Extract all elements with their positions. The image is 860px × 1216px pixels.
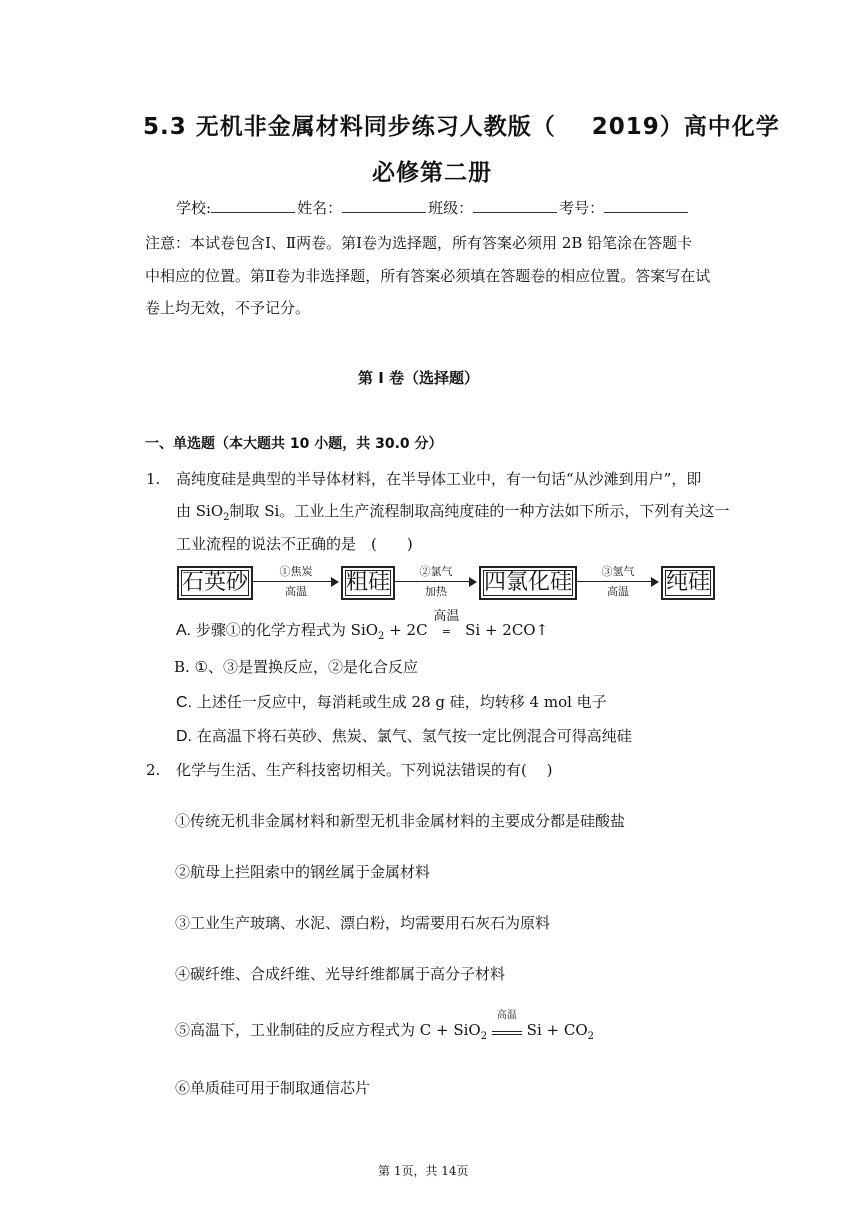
q2-item-2: ②航母上拦阻索中的钢丝属于金属材料 (175, 863, 431, 881)
reaction-condition (432, 609, 460, 642)
reaction-condition (492, 1010, 522, 1035)
item5-text-b: Si + CO (526, 1021, 588, 1039)
option-c-label: C. (176, 694, 192, 711)
school-label: 学校: (176, 199, 212, 217)
q1-line2-part-a: 由 SiO (176, 502, 224, 520)
q1-stem-line1: 高纯度硅是典型的半导体材料，在半导体工业中，有一句话“从沙滩到用户”，即 (176, 470, 702, 488)
document-title-line2: 必修第二册 (372, 160, 492, 186)
part-heading: 一、单选题（本大题共 10 小题，共 30.0 分） (145, 436, 443, 452)
option-a-sub: 2 (378, 631, 385, 642)
q1-line2-sub: 2 (223, 512, 230, 523)
q2-item-5 (175, 1010, 594, 1047)
flow-box-crude-silicon: 粗硅 (341, 566, 395, 600)
class-label: 班级： (428, 199, 474, 217)
q1-option-c[interactable] (176, 692, 607, 713)
item5-sub-1: 2 (480, 1031, 488, 1042)
name-label: 姓名： (297, 199, 343, 217)
q2-stem: 化学与生活、生产科技密切相关。下列说法错误的有( ) (176, 761, 553, 779)
flow-arrow-2 (395, 565, 477, 599)
flow-arrow-2-top: ②氯气 (419, 565, 453, 578)
flow-arrow-1 (253, 565, 339, 599)
section-title: 第 I 卷（选择题） (358, 369, 480, 387)
q2-item-4: ④碳纤维、合成纤维、光导纤维都属于高分子材料 (175, 965, 506, 983)
flow-box-quartz-sand: 石英砂 (177, 566, 253, 600)
flow-arrow-3-bottom: 高温 (607, 585, 629, 598)
option-a-label: A. (176, 622, 192, 639)
option-d-text: 在高温下将石英砂、焦炭、氯气、氢气按一定比例混合可得高纯硅 (196, 727, 632, 745)
option-a-text-b: + 2C (384, 621, 428, 639)
q2-item-3: ③工业生产玻璃、水泥、漂白粉，均需要用石灰石为原料 (175, 914, 551, 932)
q1-option-b[interactable]: B. ①、③是置换反应，②是化合反应 (174, 658, 419, 676)
flow-arrow-3 (577, 565, 659, 599)
flow-arrow-1-bottom: 高温 (285, 585, 307, 598)
arrow-shaft (577, 581, 653, 582)
notice-line-3: 卷上均无效，不予记分。 (145, 299, 311, 317)
student-info-line (176, 198, 690, 218)
q1-stem-line2 (176, 501, 729, 528)
option-a-text-a: 步骤①的化学方程式为 SiO (195, 621, 379, 639)
option-a-text-c: Si + 2CO↑ (465, 621, 549, 639)
exam-no-blank[interactable] (604, 198, 688, 213)
double-line-equals (492, 1031, 522, 1035)
title-part-b: 2019）高中化学 (591, 114, 780, 140)
page-footer: 第 1页，共 14页 (378, 1164, 469, 1178)
flow-arrow-3-top: ③氢气 (601, 565, 635, 578)
condition-text: 高温 (496, 1010, 517, 1021)
q1-option-d[interactable] (176, 726, 632, 747)
flow-box-silicon-tetrachloride: 四氯化硅 (479, 566, 577, 600)
equals-sign: = (441, 625, 451, 638)
option-c-text: 上述任一反应中，每消耗或生成 28 g 硅，均转移 4 mol 电子 (196, 693, 607, 711)
q2-item-6: ⑥单质硅可用于制取通信芯片 (175, 1079, 371, 1097)
notice-line-1: 注意：本试卷包含Ⅰ、Ⅱ两卷。第Ⅰ卷为选择题，所有答案必须用 2B 铅笔涂在答题卡 (145, 234, 693, 252)
flow-box-pure-silicon: 纯硅 (661, 566, 715, 600)
exam-no-label: 考号： (559, 199, 605, 217)
flow-arrow-2-bottom: 加热 (425, 585, 447, 598)
q2-item-1: ①传统无机非金属材料和新型无机非金属材料的主要成分都是硅酸盐 (175, 812, 626, 830)
name-blank[interactable] (342, 198, 426, 213)
q2-number: 2. (146, 761, 161, 779)
q1-line2-part-b: 制取 Si。工业上生产流程制取高纯度硅的一种方法如下所示，下列有关这一 (229, 502, 730, 520)
class-blank[interactable] (473, 198, 557, 213)
arrow-shaft (395, 581, 471, 582)
q1-option-a[interactable] (176, 609, 549, 647)
q1-number: 1. (146, 470, 161, 488)
notice-line-2: 中相应的位置。第Ⅱ卷为非选择题，所有答案必须填在答题卷的相应位置。答案写在试 (145, 267, 711, 285)
flow-arrow-1-top: ①焦炭 (279, 565, 313, 578)
item5-text-a: ⑤高温下，工业制硅的反应方程式为 C + SiO (175, 1021, 481, 1039)
q1-stem-line3: 工业流程的说法不正确的是 ( ) (176, 535, 413, 553)
option-d-label: D. (176, 728, 192, 745)
document-title-line1 (143, 108, 780, 141)
item5-sub-2: 2 (587, 1031, 594, 1042)
school-blank[interactable] (211, 198, 295, 213)
title-part-a: 5.3 无机非金属材料同步练习人教版（ (143, 114, 556, 140)
arrow-shaft (253, 581, 333, 582)
condition-text: 高温 (433, 609, 460, 624)
